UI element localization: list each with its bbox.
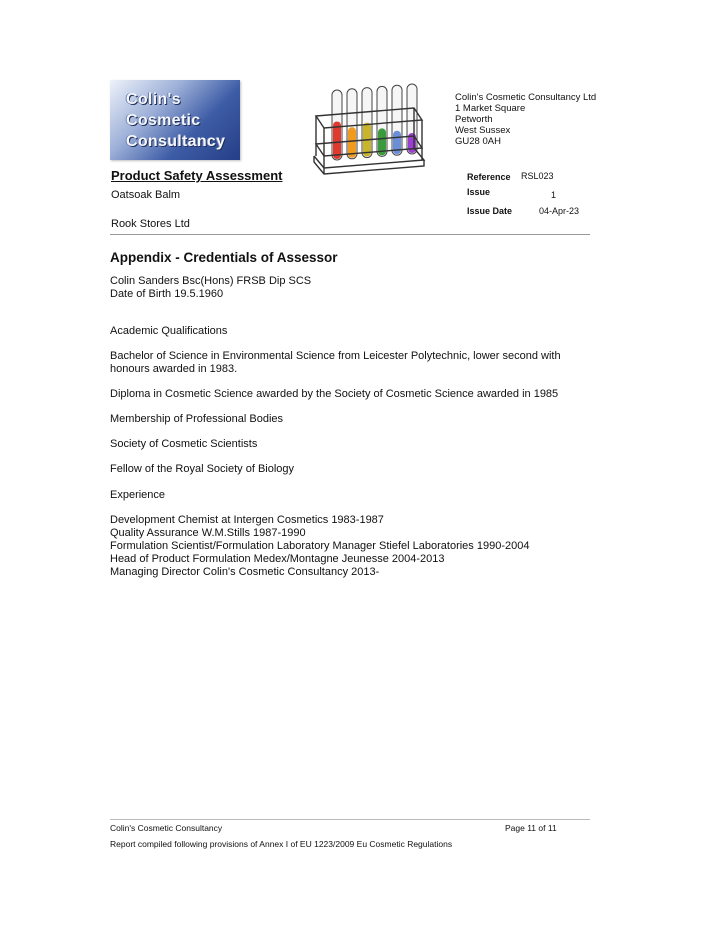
experience-item: Head of Product Formulation Medex/Montagne Jeunesse 2004-2013 [110,553,445,565]
diploma-line: Diploma in Cosmetic Science awarded by the Society of Cosmetic Science awarded in 1985 [110,388,559,400]
address-line: 1 Market Square [455,103,526,114]
experience-item: Development Chemist at Intergen Cosmetics 1983-1987 [110,514,384,526]
experience-item: Managing Director Colin's Cosmetic Consultancy 2013- [110,566,380,578]
test-tube-rack-illustration [310,82,430,178]
test-tube [362,88,372,158]
assessor-name: Colin Sanders Bsc(Hons) FRSB Dip SCS [110,275,312,287]
issue-date-label: Issue Date [467,206,513,216]
fellow-line: Fellow of the Royal Society of Biology [110,463,295,475]
issue-date-value: 04-Apr-23 [539,206,580,216]
footer-company: Colin's Cosmetic Consultancy [110,823,223,833]
test-tube [332,90,342,160]
document-title: Product Safety Assessment [111,168,283,183]
bachelor-line-2: honours awarded in 1983. [110,363,238,375]
logo-text-line-1: Colin's [126,91,181,108]
bachelor-line-1: Bachelor of Science in Environmental Science from Leicester Polytechnic, lower second with [110,350,561,362]
company-logo [110,80,240,160]
footer-regulation-note: Report compiled following provisions of Annex I of EU 1223/2009 Eu Cosmetic Regulations [110,839,453,849]
membership-heading: Membership of Professional Bodies [110,413,284,425]
logo-text-line-3: Consultancy [126,133,226,150]
company-address [455,92,596,147]
issue-label: Issue [467,187,491,197]
test-tube [347,89,357,159]
footer-divider [110,819,590,820]
date-of-birth: Date of Birth 19.5.1960 [110,288,224,300]
experience-item: Formulation Scientist/Formulation Laboratory Manager Stiefel Laboratories 1990-2004 [110,540,530,552]
address-line: Petworth [455,114,493,125]
test-tube [392,85,402,155]
address-line: Colin's Cosmetic Consultancy Ltd [455,92,597,103]
test-tube [377,86,387,156]
header-divider [110,234,590,235]
address-line: West Sussex [455,125,511,136]
experience-heading: Experience [110,489,166,501]
reference-value: RSL023 [521,171,554,181]
client-name: Rook Stores Ltd [111,218,190,230]
logo-text-line-2: Cosmetic [126,112,201,129]
section-heading: Appendix - Credentials of Assessor [110,250,338,265]
test-tube [407,84,417,154]
reference-label: Reference [467,172,511,182]
product-name: Oatsoak Balm [111,189,181,201]
page-number: Page 11 of 11 [505,823,557,833]
issue-value: 1 [551,190,557,200]
address-line: GU28 0AH [455,136,501,147]
experience-item: Quality Assurance W.M.Stills 1987-1990 [110,527,306,539]
academic-heading: Academic Qualifications [110,325,228,337]
society-line: Society of Cosmetic Scientists [110,438,258,450]
